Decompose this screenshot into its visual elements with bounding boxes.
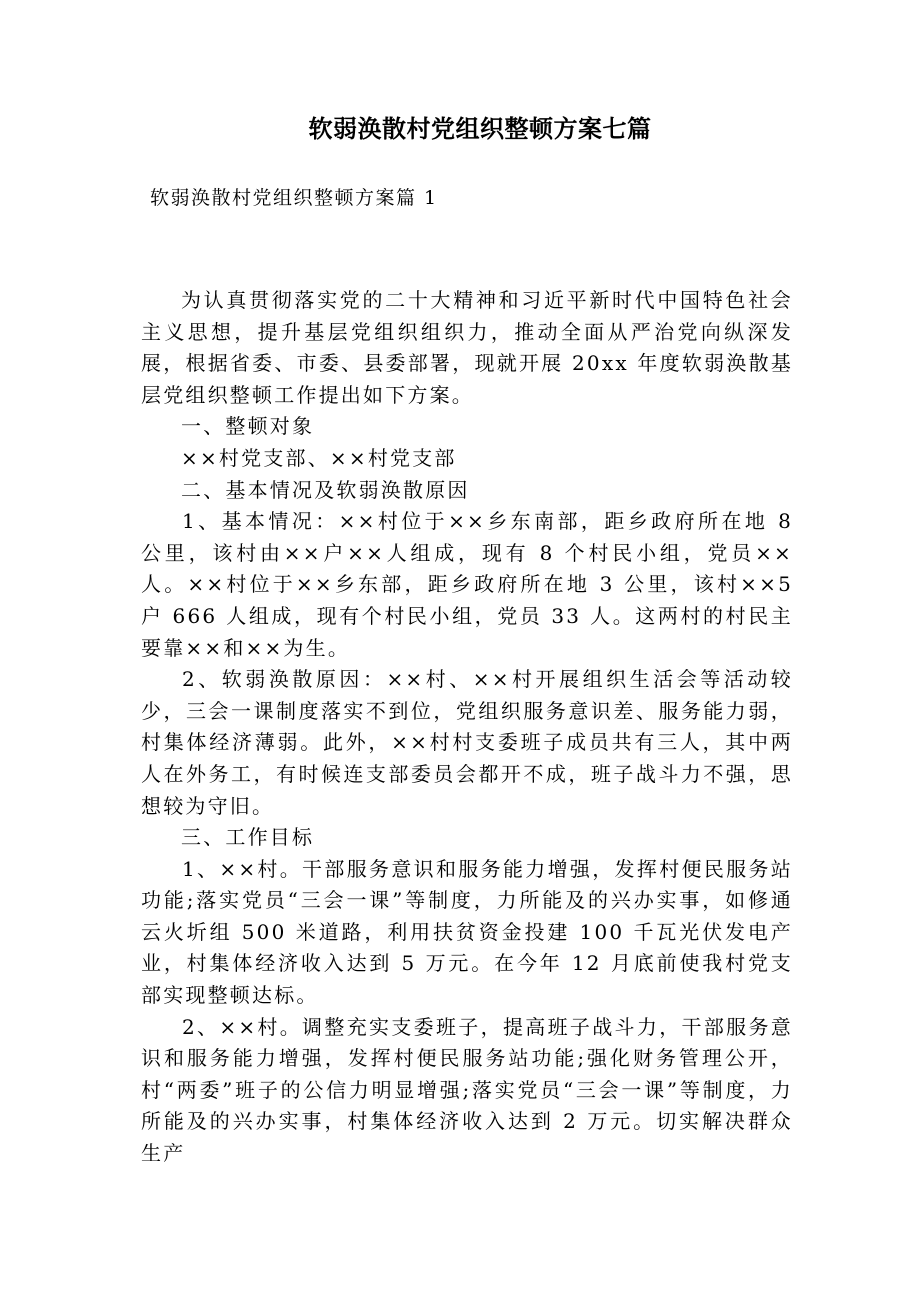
intro-paragraph: 为认真贯彻落实党的二十大精神和习近平新时代中国特色社会主义思想，提升基层党组织组织力，推动全面从严治党向纵深发展，根据省委、市委、县委部署，现就开展 20xx 年度软弱涣散基层党组织整顿工作提出如下方案。 [141,288,793,407]
heading-work-goals: 三、工作目标 [181,825,315,850]
goal-village-1-paragraph: 1、××村。干部服务意识和服务能力增强，发挥村便民服务站功能;落实党员“三会一课”等制度，力所能及的兴办实事，如修通云火圻组 500 米道路，利用扶贫资金投建 100 千瓦光伏发电产业，村集体经济收入达到 5 万元。在今年 12 月底前使我村党支部实现整顿达标。 [141,856,793,1008]
document-body [141,285,793,1170]
target-villages: ××村党支部、××村党支部 [181,445,457,470]
heading-rectification-target: 一、整顿对象 [181,414,315,439]
document-title: 软弱涣散村党组织整顿方案七篇 [308,115,652,143]
weakness-causes-paragraph: 2、软弱涣散原因：××村、××村开展组织生活会等活动较少，三会一课制度落实不到位，党组织服务意识差、服务能力弱，村集体经济薄弱。此外，××村村支委班子成员共有三人，其中两人在外务工，有时候连支部委员会都开不成，班子战斗力不强，思想较为守旧。 [141,667,793,818]
section-heading: 软弱涣散村党组织整顿方案篇 1 [150,187,438,209]
goal-village-2-paragraph: 2、××村。调整充实支委班子，提高班子战斗力，干部服务意识和服务能力增强，发挥村便民服务站功能;强化财务管理公开，村“两委”班子的公信力明显增强;落实党员“三会一课”等制度，力所能及的兴办实事，村集体经济收入达到 2 万元。切实解决群众生产 [141,1014,793,1166]
basic-situation-paragraph: 1、基本情况：××村位于××乡东南部，距乡政府所在地 8 公里，该村由××户××人组成，现有 8 个村民小组，党员××人。××村位于××乡东部，距乡政府所在地 3 公里，该村××5 户 666 人组成，现有个村民小组，党员 33 人。这两村的村民主要靠××和××为生。 [141,509,793,660]
heading-basic-situation: 二、基本情况及软弱涣散原因 [181,477,470,502]
